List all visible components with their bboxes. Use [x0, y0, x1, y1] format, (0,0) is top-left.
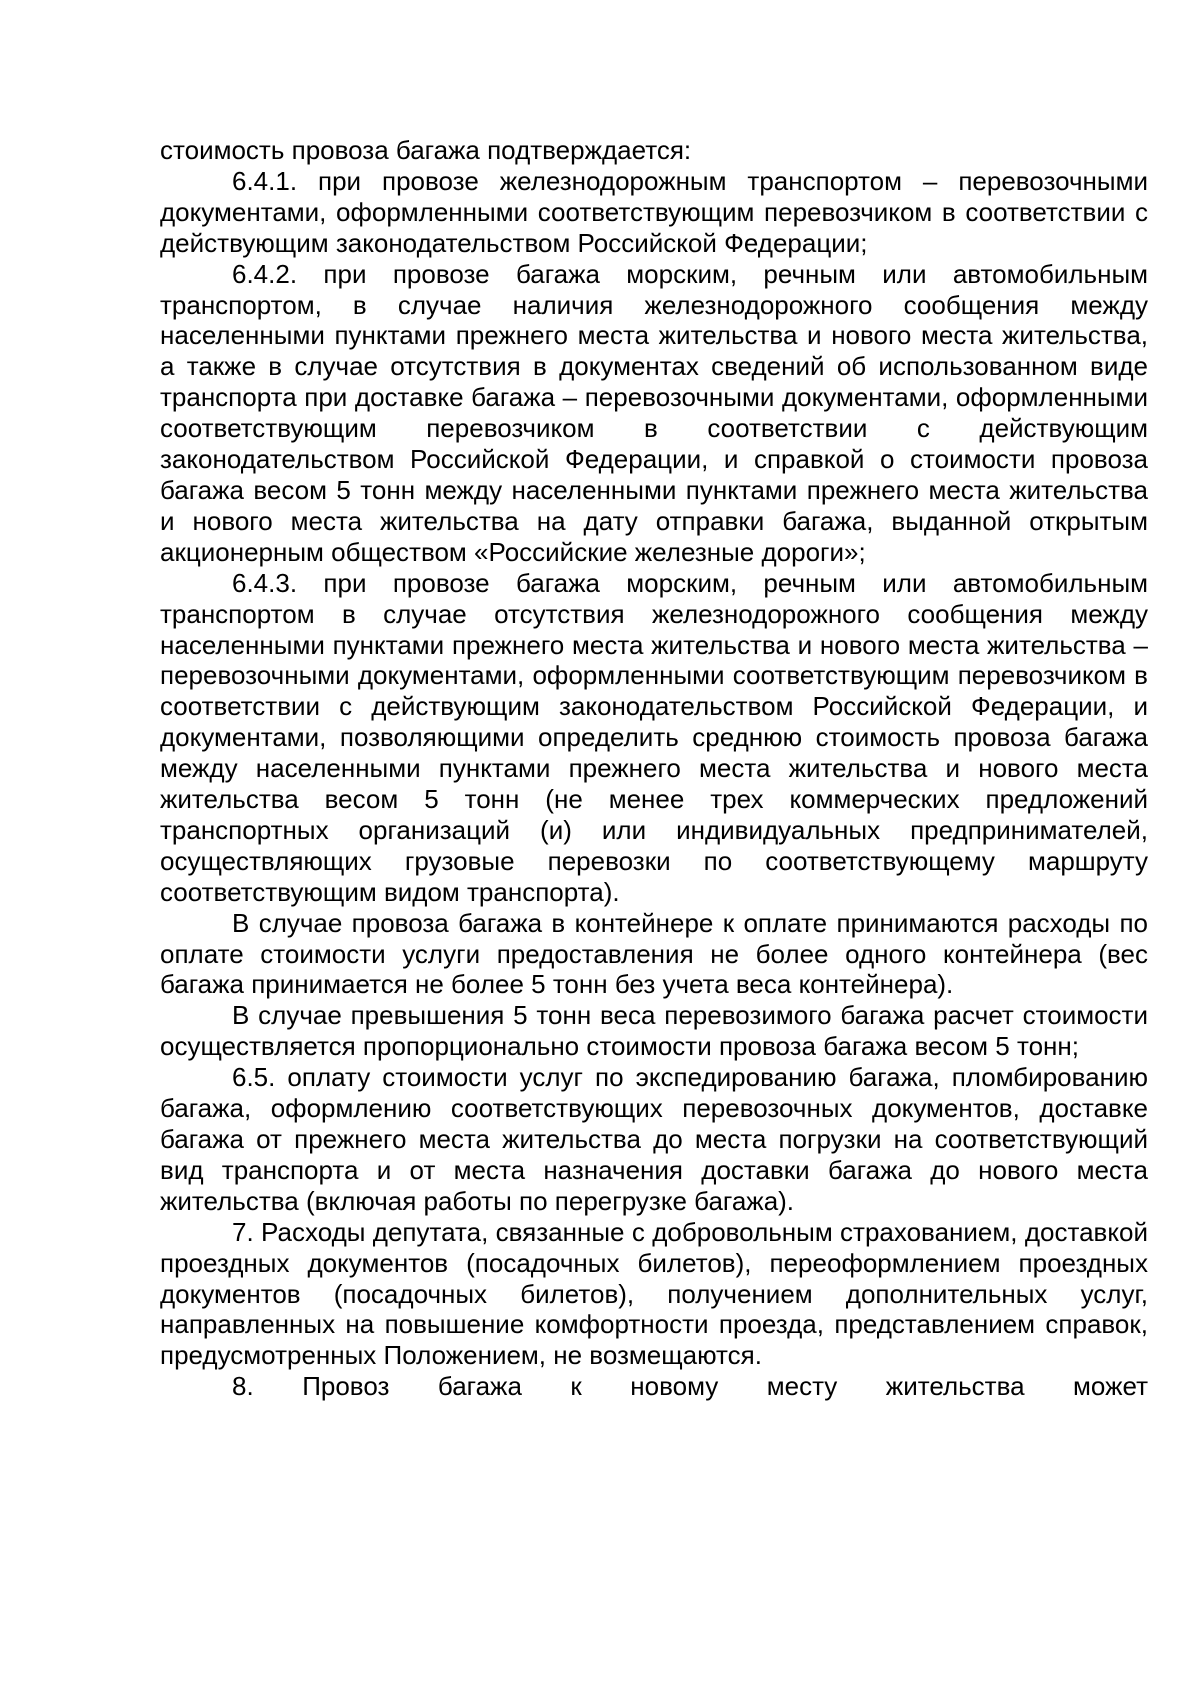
paragraph-number: 6.4.1. [232, 165, 298, 196]
paragraph-text: В случае провоза багажа в контейнере к оплате принимаются расходы по оплате стоимости услуги предоставления не более одного контейнера (вес багажа принимается не более 5 тонн без учета веса контейнера). [160, 907, 1148, 1000]
paragraph-text: Расходы депутата, связанные с добровольным страхованием, доставкой проездных документов (посадочных билетов), переоформлением проездных документов (посадочных билетов), получением дополнительных услуг, направленных на повышение комфортности проезда, представлением справок, предусмотренных Положением, не возмещаются. [160, 1216, 1148, 1371]
paragraph-container [160, 908, 1148, 1001]
paragraph-6-4-3 [160, 568, 1148, 908]
paragraph-intro [160, 135, 1148, 166]
paragraph-number: 7. [232, 1216, 254, 1247]
paragraph-text: Провоз багажа к новому месту жительства может [302, 1371, 1148, 1402]
paragraph-text: В случае превышения 5 тонн веса перевозимого багажа расчет стоимости осуществляется пропорционально стоимости провоза багажа весом 5 тонн; [160, 1000, 1148, 1062]
paragraph-number: 6.5. [232, 1062, 276, 1093]
paragraph-6-5 [160, 1062, 1148, 1217]
paragraph-number: 8. [232, 1371, 254, 1402]
paragraph-8 [160, 1371, 1148, 1402]
paragraph-number: 6.4.3. [232, 567, 298, 598]
paragraph-6-4-1 [160, 166, 1148, 259]
paragraph-6-4-2 [160, 259, 1148, 568]
document-page [160, 135, 1148, 1402]
paragraph-number: 6.4.2. [232, 258, 298, 289]
paragraph-text: при провозе багажа морским, речным или автомобильным транспортом в случае отсутствия железнодорожного сообщения между населенными пунктами прежнего места жительства и нового места жительства – перевозочными документами, оформленными соответствующим перевозчиком в соответствии с действующим законодательством Российской Федерации, и документами, позволяющими определить среднюю стоимость провоза багажа между населенными пунктами прежнего места жительства и нового места жительства весом 5 тонн (не менее трех коммерческих предложений транспортных организаций (и) или индивидуальных предпринимателей, осуществляющих грузовые перевозки по соответствующему маршруту соответствующим видом транспорта). [160, 567, 1149, 907]
paragraph-overweight [160, 1000, 1148, 1062]
paragraph-text: стоимость провоза багажа подтверждается: [160, 135, 692, 165]
paragraph-text: оплату стоимости услуг по экспедированию багажа, пломбированию багажа, оформлению соответствующих перевозочных документов, доставке багажа от прежнего места жительства до места погрузки на соответствующий вид транспорта и от места назначения доставки багажа до нового места жительства (включая работы по перегрузке багажа). [160, 1062, 1148, 1216]
paragraph-7 [160, 1217, 1148, 1372]
paragraph-text: при провозе багажа морским, речным или автомобильным транспортом, в случае наличия железнодорожного сообщения между населенными пунктами прежнего места жительства и нового места жительства, а также в случае отсутствия в документах сведений об использованном виде транспорта при доставке багажа – перевозочными документами, оформленными соответствующим перевозчиком в соответствии с действующим законодательством Российской Федерации, и справкой о стоимости провоза багажа весом 5 тонн между населенными пунктами прежнего места жительства и нового места жительства на дату отправки багажа, выданной открытым акционерным обществом «Российские железные дороги»; [160, 258, 1149, 567]
paragraph-text: при провозе железнодорожным транспортом – перевозочными документами, оформленными соответствующим перевозчиком в соответствии с действующим законодательством Российской Федерации; [160, 165, 1148, 258]
